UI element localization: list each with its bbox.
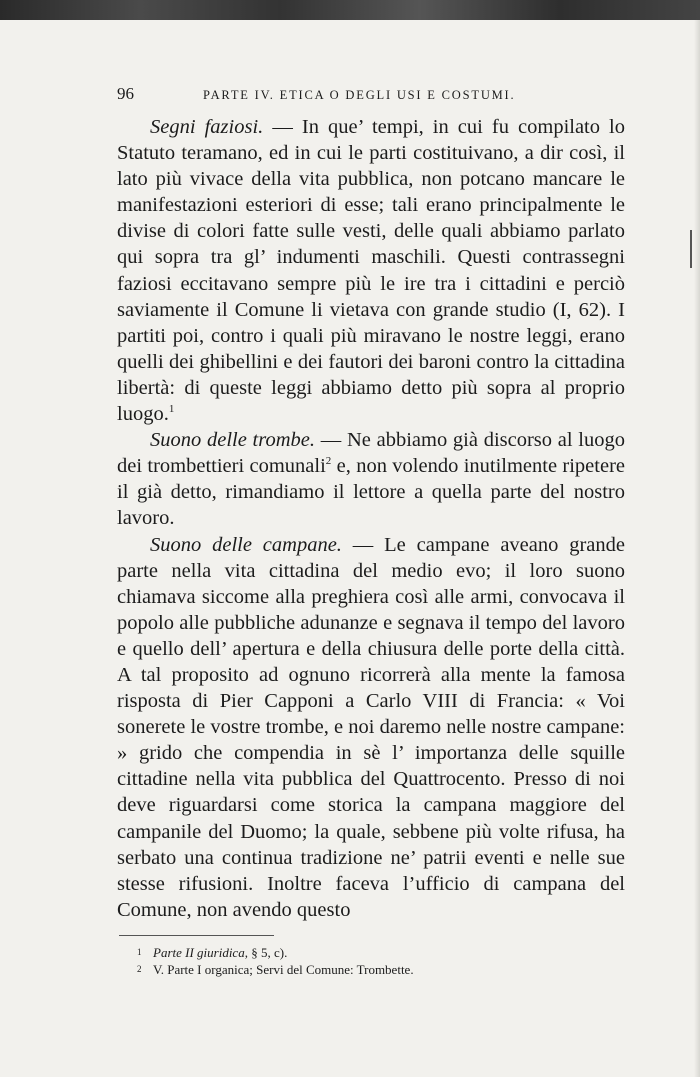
footnote-reference[interactable]: 1	[168, 403, 175, 416]
paragraph-heading: Segni faziosi.	[150, 116, 264, 138]
paragraph-heading: Suono delle trombe.	[150, 429, 315, 452]
paragraph-text: Ne abbiamo già discorso al luogo dei trombettieri comunali	[117, 429, 625, 478]
paragraph-text: Le campane aveano grande parte nella vita cittadina del medio evo; il loro suono chiamava siccome alla preghiera così alle armi, convocava il popolo alle pubbliche adunanze e segnava il tempo del lavoro e quello dell’ apertura e della chiusura delle porte della città. A tal proposito ad ognuno ricorrerà alla mente la famosa risposta di Pier Capponi a Carlo VIII di Francia: « Voi sonerete le vostre trombe, e noi daremo nelle nostre campane: » grido che compendia in sè l’ importanza delle squille cittadine nella vita pubblica del Quattrocento. Presso di noi deve riguardarsi come storica la campana maggiore del campanile del Duomo; la quale, sebbene più volte rifusa, ha serbato una continua tradizione ne’ patrii eventi e nelle sue stesse rifusioni. Inoltre faceva l’ufficio di campana del Comune, non avendo questo	[117, 533, 626, 921]
footnote-2	[137, 961, 625, 978]
footnote-marker: 2	[137, 963, 142, 974]
paragraph-segni-faziosi: Segni faziosi. — In que’ tempi, in cui fu compilato lo Statuto teramano, ed in cui le parti costituivano, a dir così, il lato più vivace della vita pubblica, non potcano mancare le manifestazioni esteriori di esse; tali erano principalmente le divise di colori fatte sulle vesti, delle quali abbiamo parlato qui sopra tra gl’ indumenti maschili. Questi contrassegni faziosi eccitavano sempre più le ire tra i cittadini e perciò saviamente il Comune li vietava con grande studio (I, 62). I partiti poi, contro i quali più miravano le nostre leggi, erano quelli dei ghibellini e dei fautori dei baroni contro la cittadina libertà: di queste leggi abbiamo detto più sopra al proprio luogo.$^1$	[117, 116, 625, 426]
paragraph-text-continued: e, non volendo inutilmente ripetere il già detto, rimandiamo il lettore a quella parte del nostro lavoro.	[117, 455, 625, 530]
paragraph-suono-trombe: Suono delle trombe. — Ne abbiamo già discorso al luogo dei trombettieri comunali$^2$ e, non volendo inutilmente ripetere il già detto, rimandiamo il lettore a quella parte del nostro lavoro.	[117, 429, 625, 530]
scan-top-edge	[0, 0, 700, 20]
book-page	[117, 84, 625, 978]
scan-right-edge	[694, 20, 700, 1077]
running-title: PARTE IV. ETICA O DEGLI USI E COSTUMI.	[203, 88, 516, 102]
paragraph-text: In que’ tempi, in cui fu compilato lo Statuto teramano, ed in cui le parti costituivano, a dir così, il lato più vivace della vita pubblica, non potcano mancare le manifestazioni esteriori di esse; tali erano principalmente le divise di colori fatte sulle vesti, delle quali abbiamo parlato qui sopra tra gl’ indumenti maschili. Questi contrassegni faziosi eccitavano sempre più le ire tra i cittadini e perciò saviamente il Comune li vietava con grande studio (I, 62). I partiti poi, contro i quali più miravano le nostre leggi, erano quelli dei ghibellini e dei fautori dei baroni contro la cittadina libertà: di queste leggi abbiamo detto più sopra al proprio luogo.	[117, 116, 625, 426]
footnote-1	[137, 944, 625, 961]
footnote-marker: 1	[137, 946, 142, 957]
footnote-divider	[119, 935, 274, 936]
page-header	[117, 84, 625, 114]
footnote-reference[interactable]: 2	[325, 455, 332, 468]
paragraph-suono-campane: Suono delle campane. — Le campane aveano grande parte nella vita cittadina del medio evo; il loro suono chiamava siccome alla preghiera così alle armi, convocava il popolo alle pubbliche adunanze e segnava il tempo del lavoro e quello dell’ apertura e della chiusura delle porte della città. A tal proposito ad ognuno ricorrerà alla mente la famosa risposta di Pier Capponi a Carlo VIII di Francia: « Voi sonerete le vostre trombe, e noi daremo nelle nostre campane: » grido che compendia in sè l’ importanza delle squille cittadine nella vita pubblica del Quattrocento. Presso di noi deve riguardarsi come storica la campana maggiore del campanile del Duomo; la quale, sebbene più volte rifusa, ha serbato una continua tradizione ne’ patrii eventi e nelle sue stesse rifusioni. Inoltre faceva l’ufficio di campana del Comune, non avendo questo	[117, 533, 626, 921]
scan-margin-mark	[690, 230, 692, 268]
footnotes	[137, 944, 625, 978]
paragraph-heading: Suono delle campane.	[150, 533, 342, 556]
footnote-text: Parte II giuridica, § 5, c).	[153, 944, 288, 960]
body-text	[117, 114, 625, 923]
page-number: 96	[117, 84, 134, 103]
footnote-text: V. Parte I organica; Servi del Comune: Trombette.	[153, 961, 414, 977]
